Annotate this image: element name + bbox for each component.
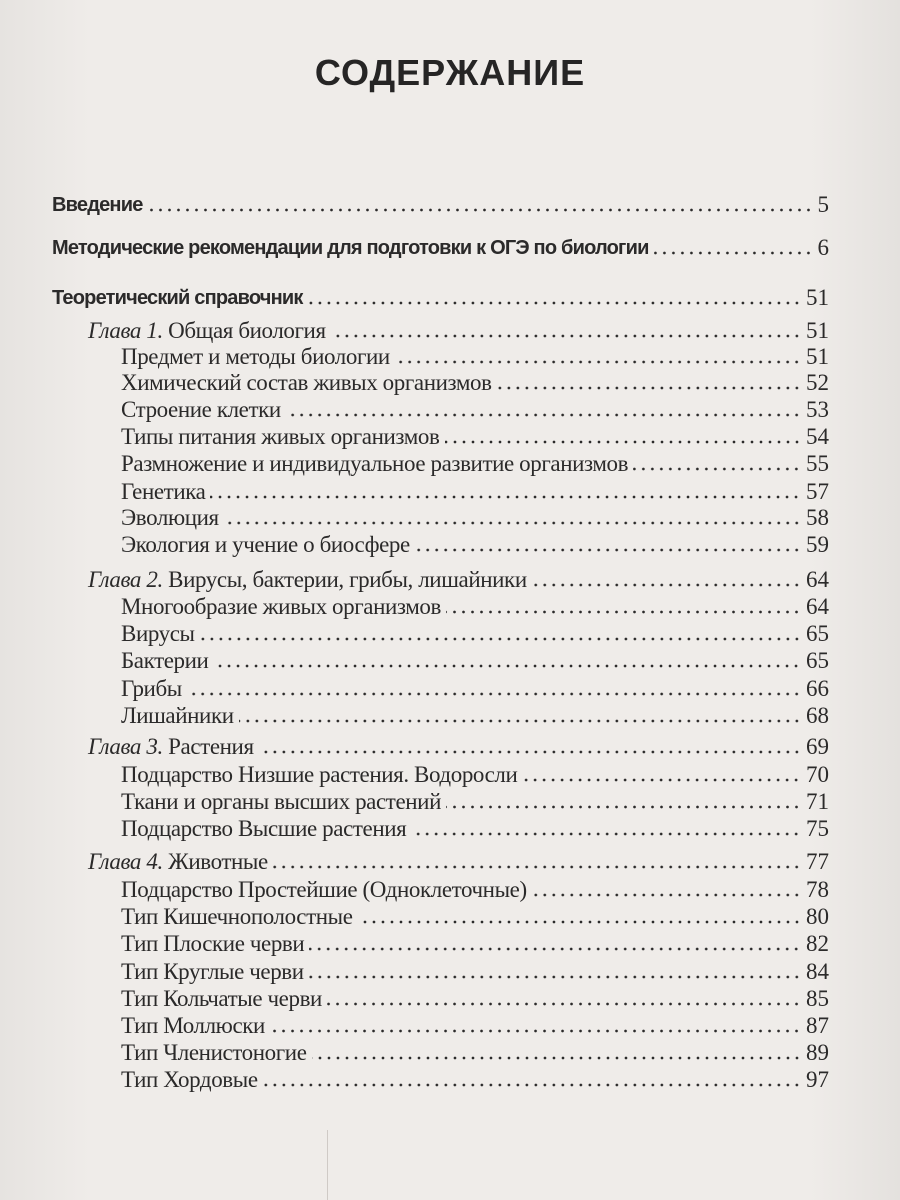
- page-number: 54: [806, 424, 829, 449]
- toc-entry-title: [121, 904, 353, 930]
- page-number: 71: [806, 789, 829, 814]
- toc-entry: [0, 703, 829, 729]
- entry-text: Тип Моллюски: [121, 1013, 265, 1038]
- entry-text: Вирусы, бактерии, грибы, лишайники: [168, 567, 527, 592]
- page-number: 6: [817, 235, 829, 260]
- toc-entry-title: [52, 192, 143, 218]
- toc-entry: [0, 532, 829, 558]
- entry-text: Лишайники: [121, 703, 234, 728]
- toc-entry-title: [88, 849, 268, 875]
- entry-text: Методические рекомендации для подготовки к ОГЭ по биологии: [52, 237, 649, 259]
- entry-text: Генетика: [121, 479, 206, 504]
- entry-text: Теоретический справочник: [52, 287, 303, 309]
- toc-entry: [0, 285, 829, 311]
- page-number: 57: [806, 479, 829, 504]
- toc-entry-title: [121, 648, 208, 674]
- toc-entry-title: [121, 1013, 265, 1039]
- dot-leader: [309, 947, 801, 951]
- dot-leader: [263, 1083, 801, 1087]
- toc-entry-title: [88, 318, 326, 344]
- dot-leader: [327, 1002, 801, 1006]
- page-number: 84: [806, 959, 829, 984]
- toc-entry-title: [121, 397, 281, 423]
- toc-entry-title: [121, 986, 322, 1012]
- entry-text: Подцарство Высшие растения: [121, 816, 407, 841]
- toc-entry-title: [121, 877, 527, 903]
- page-number: 66: [806, 676, 829, 701]
- toc-entry: [0, 318, 829, 344]
- dot-leader: [532, 893, 801, 897]
- entry-text: Подцарство Низшие растения. Водоросли: [121, 762, 518, 787]
- toc-entry: [0, 505, 829, 531]
- toc-entry-title: [121, 676, 182, 702]
- dot-leader: [200, 637, 801, 641]
- toc-entry: [0, 849, 829, 875]
- entry-text: Тип Плоские черви: [121, 931, 305, 956]
- toc-entry-title: [121, 370, 492, 396]
- entry-text: Типы питания живых организмов: [121, 424, 440, 449]
- entry-text: Грибы: [121, 676, 182, 701]
- page-number: 5: [817, 192, 829, 217]
- toc-entry: [0, 397, 829, 423]
- toc-entry: [0, 424, 829, 450]
- toc-entry: [0, 904, 829, 930]
- chapter-label: Глава 2.: [88, 567, 163, 592]
- toc-entry-title: [121, 816, 406, 842]
- page-number: 64: [806, 567, 829, 592]
- dot-leader: [497, 386, 801, 390]
- entry-text: Предмет и методы биологии: [121, 344, 390, 369]
- entry-text: Ткани и органы высших растений: [121, 789, 441, 814]
- page-number: 53: [806, 397, 829, 422]
- dot-leader: [286, 413, 801, 417]
- toc-entry-title: [52, 235, 649, 261]
- dot-leader: [270, 1029, 801, 1033]
- toc-entry-title: [52, 285, 303, 311]
- dot-leader: [633, 467, 801, 471]
- dot-leader: [445, 440, 802, 444]
- page-number: 70: [806, 762, 829, 787]
- entry-text: Химический состав живых организмов: [121, 370, 492, 395]
- dot-leader: [522, 778, 801, 782]
- toc-entry: [0, 931, 829, 957]
- dot-leader: [312, 1056, 801, 1060]
- entry-text: Эволюция: [121, 505, 219, 530]
- toc-entry-title: [121, 621, 195, 647]
- entry-text: Подцарство Простейшие (Одноклеточные): [121, 877, 527, 902]
- entry-text: Тип Хордовые: [121, 1067, 258, 1092]
- entry-text: Растения: [168, 734, 254, 759]
- dot-leader: [224, 521, 801, 525]
- page-number: 52: [806, 370, 829, 395]
- toc-entry: [0, 1067, 829, 1093]
- page-number: 51: [806, 318, 829, 343]
- dot-leader: [532, 583, 801, 587]
- toc-entry-title: [121, 424, 440, 450]
- entry-text: Тип Кольчатые черви: [121, 986, 322, 1011]
- dot-leader: [415, 548, 801, 552]
- dot-leader: [213, 664, 801, 668]
- toc-entry-title: [121, 451, 628, 477]
- dot-leader: [358, 920, 801, 924]
- toc-entry: [0, 676, 829, 702]
- toc-entry-title: [121, 479, 205, 505]
- dot-leader: [395, 360, 801, 364]
- toc-entry: [0, 648, 829, 674]
- chapter-label: Глава 1.: [88, 318, 163, 343]
- dot-leader: [446, 610, 801, 614]
- page-number: 78: [806, 877, 829, 902]
- toc-entry-title: [88, 734, 254, 760]
- toc-entry: [0, 1013, 829, 1039]
- dot-leader: [411, 832, 801, 836]
- dot-leader: [273, 865, 801, 869]
- page-number: 51: [806, 344, 829, 369]
- entry-text: Бактерии: [121, 648, 209, 673]
- dot-leader: [446, 805, 801, 809]
- toc-entry-title: [121, 703, 234, 729]
- toc-entry: [0, 479, 829, 505]
- toc-entry: [0, 877, 829, 903]
- page-number: 59: [806, 532, 829, 557]
- entry-text: Тип Круглые черви: [121, 959, 304, 984]
- page-number: 51: [806, 285, 829, 310]
- toc-entry: [0, 451, 829, 477]
- dot-leader: [309, 975, 801, 979]
- toc-entry-title: [121, 931, 304, 957]
- toc-entry-title: [121, 1067, 258, 1093]
- toc-entry-title: [121, 1040, 307, 1066]
- page-number: 97: [806, 1067, 829, 1092]
- toc-entry-title: [121, 959, 304, 985]
- toc-entry: [0, 192, 829, 218]
- toc-entry-title: [121, 762, 517, 788]
- entry-text: Общая биология: [168, 318, 326, 343]
- chapter-label: Глава 4.: [88, 849, 163, 874]
- chapter-label: Глава 3.: [88, 734, 163, 759]
- toc-entry: [0, 734, 829, 760]
- toc-entry-title: [88, 567, 527, 593]
- toc-entry: [0, 235, 829, 261]
- page-number: 89: [806, 1040, 829, 1065]
- entry-text: Многообразие живых организмов: [121, 594, 441, 619]
- page-number: 64: [806, 594, 829, 619]
- page-number: 65: [806, 648, 829, 673]
- toc-entry-title: [121, 532, 410, 558]
- page-number: 85: [806, 986, 829, 1011]
- entry-text: Размножение и индивидуальное развитие организмов: [121, 451, 629, 476]
- page-number: 75: [806, 816, 829, 841]
- toc-entry: [0, 344, 829, 370]
- entry-text: Введение: [52, 194, 143, 216]
- toc-entry: [0, 567, 829, 593]
- dot-leader: [654, 251, 813, 255]
- page-number: 82: [806, 931, 829, 956]
- page-number: 68: [806, 703, 829, 728]
- entry-text: Вирусы: [121, 621, 195, 646]
- entry-text: Тип Членистоногие: [121, 1040, 307, 1065]
- page-number: 65: [806, 621, 829, 646]
- entry-text: Животные: [168, 849, 268, 874]
- dot-leader: [259, 750, 801, 754]
- toc-entry: [0, 959, 829, 985]
- dot-leader: [210, 495, 801, 499]
- toc-entry: [0, 1040, 829, 1066]
- toc-entry: [0, 816, 829, 842]
- toc-entry: [0, 762, 829, 788]
- toc-entry: [0, 594, 829, 620]
- page-number: 80: [806, 904, 829, 929]
- dot-leader: [187, 692, 801, 696]
- page-number: 69: [806, 734, 829, 759]
- page-number: 55: [806, 451, 829, 476]
- page-number: 77: [806, 849, 829, 874]
- entry-text: Экология и учение о биосфере: [121, 532, 410, 557]
- toc-entry: [0, 986, 829, 1012]
- toc-entry-title: [121, 344, 390, 370]
- entry-text: Тип Кишечнополостные: [121, 904, 353, 929]
- page-fold: [327, 1130, 328, 1200]
- toc-entry-title: [121, 505, 219, 531]
- dot-leader: [148, 208, 813, 212]
- dot-leader: [239, 719, 801, 723]
- page-number: 58: [806, 505, 829, 530]
- page-title: СОДЕРЖАНИЕ: [314, 52, 586, 93]
- dot-leader: [308, 301, 801, 305]
- toc-entry: [0, 621, 829, 647]
- entry-text: Строение клетки: [121, 397, 281, 422]
- toc-entry-title: [121, 789, 441, 815]
- toc-entry-title: [121, 594, 441, 620]
- page-number: 87: [806, 1013, 829, 1038]
- toc-entry: [0, 370, 829, 396]
- toc-entry: [0, 789, 829, 815]
- dot-leader: [331, 334, 801, 338]
